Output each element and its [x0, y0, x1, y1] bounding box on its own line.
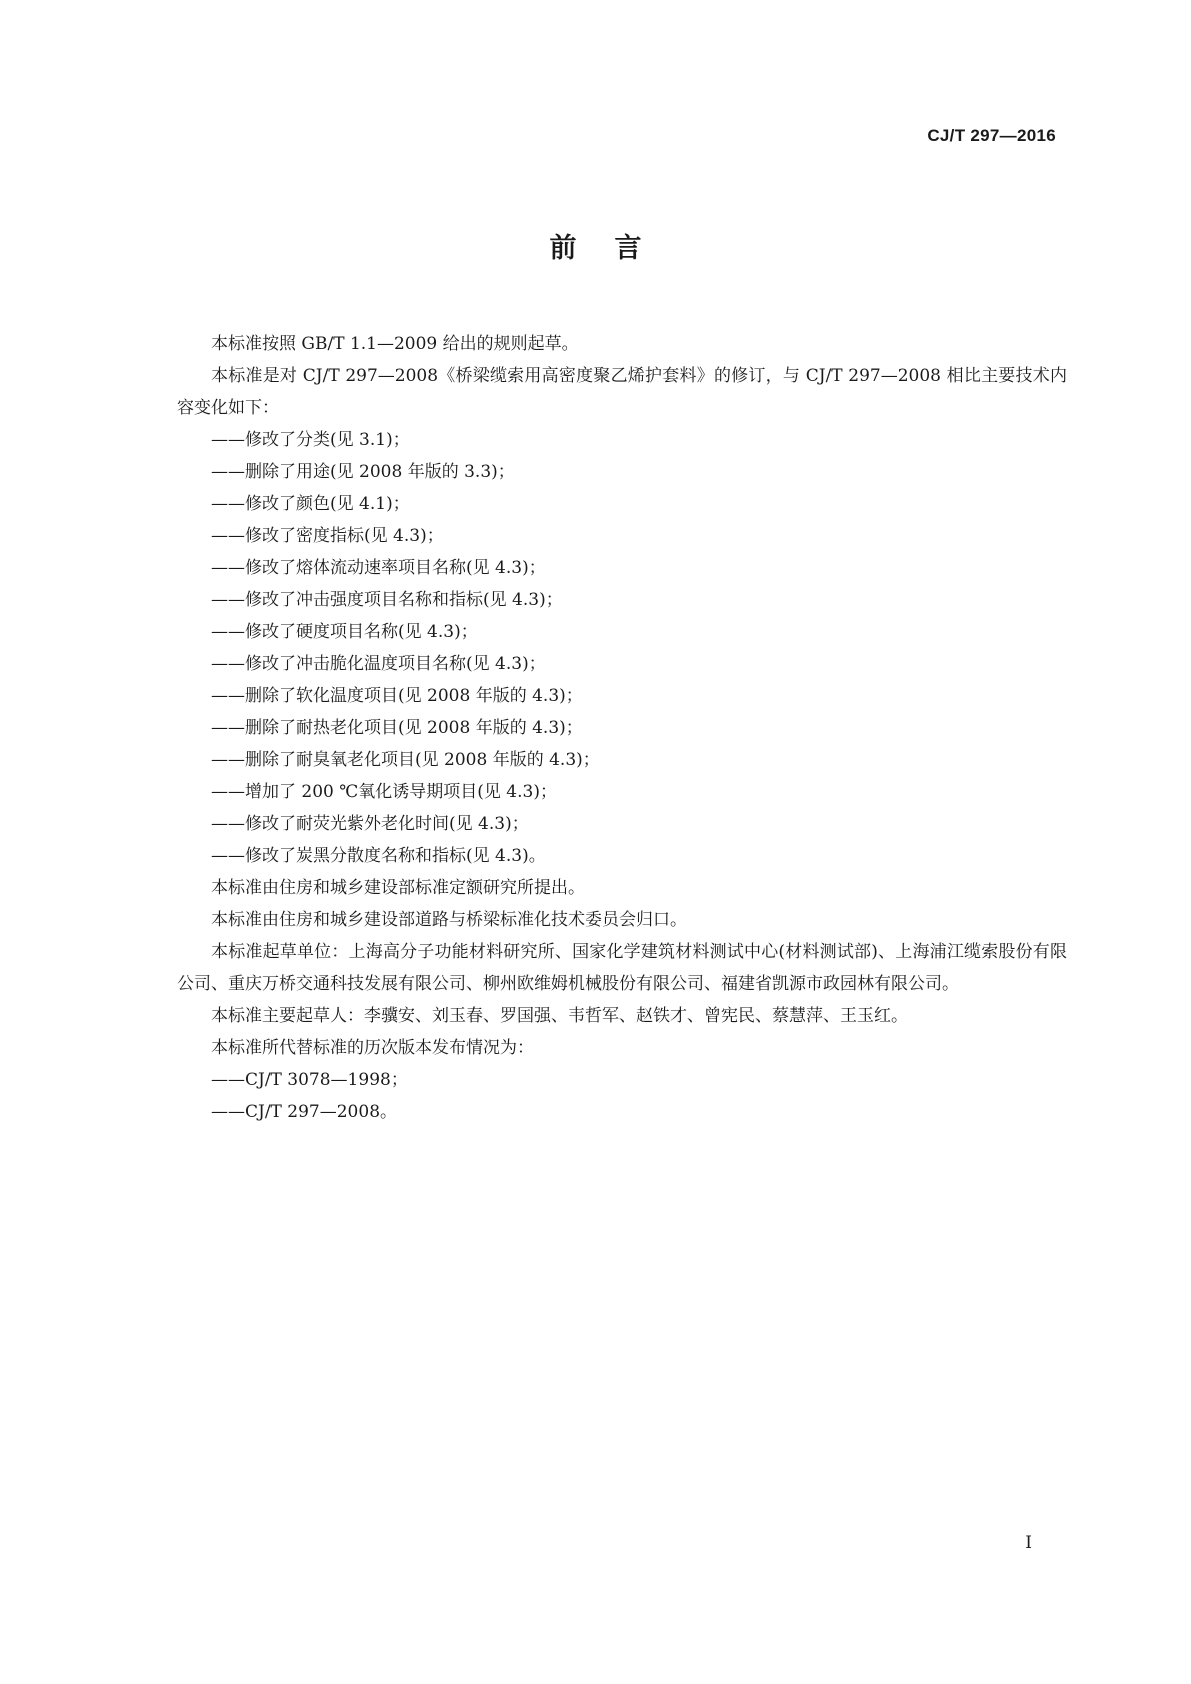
list-item: ——删除了用途(见 2008 年版的 3.3)； — [211, 462, 515, 482]
changes-list — [177, 424, 1067, 872]
page-title: 前言 — [549, 233, 680, 264]
paragraph-drafters: 本标准主要起草人：李骥安、刘玉春、罗国强、韦哲军、赵铁才、曾宪民、蔡慧萍、王玉红。 — [211, 1006, 908, 1026]
list-item: ——删除了软化温度项目(见 2008 年版的 4.3)； — [211, 686, 583, 706]
list-item: ——修改了分类(见 3.1)； — [211, 430, 410, 450]
paragraph-committee: 本标准由住房和城乡建设部道路与桥梁标准化技术委员会归口。 — [211, 910, 687, 930]
list-item: ——删除了耐热老化项目(见 2008 年版的 4.3)； — [211, 718, 583, 738]
paragraph-revision-intro: 本标准是对 CJ/T 297—2008《桥梁缆索用高密度聚乙烯护套料》的修订，与 CJ/T 297—2008 相比主要技术内容变化如下： — [177, 366, 1067, 418]
page-number: I — [1025, 1533, 1032, 1553]
paragraph-drafting-units: 本标准起草单位：上海高分子功能材料研究所、国家化学建筑材料测试中心(材料测试部)、上海浦江缆索股份有限公司、重庆万桥交通科技发展有限公司、柳州欧维姆机械股份有限公司、福建省凯源市政园林有限公司。 — [177, 942, 1067, 994]
list-item: ——修改了冲击脆化温度项目名称(见 4.3)； — [211, 654, 546, 674]
list-item: ——增加了 200 ℃氧化诱导期项目(见 4.3)； — [211, 782, 557, 802]
list-item: ——修改了炭黑分散度名称和指标(见 4.3)。 — [211, 846, 546, 866]
list-item: ——修改了熔体流动速率项目名称(见 4.3)； — [211, 558, 546, 578]
paragraph-version-history: 本标准所代替标准的历次版本发布情况为： — [211, 1038, 534, 1058]
previous-versions-list — [177, 1064, 1067, 1128]
list-item: ——CJ/T 297—2008。 — [211, 1102, 398, 1122]
list-item: ——修改了颜色(见 4.1)； — [211, 494, 410, 514]
list-item: ——修改了耐荧光紫外老化时间(见 4.3)； — [211, 814, 529, 834]
list-item: ——删除了耐臭氧老化项目(见 2008 年版的 4.3)； — [211, 750, 600, 770]
paragraph-drafting-rules: 本标准按照 GB/T 1.1—2009 给出的规则起草。 — [211, 334, 579, 354]
list-item: ——CJ/T 3078—1998； — [211, 1070, 408, 1090]
list-item: ——修改了冲击强度项目名称和指标(见 4.3)； — [211, 590, 563, 610]
paragraph-proposer: 本标准由住房和城乡建设部标准定额研究所提出。 — [211, 878, 585, 898]
standard-code: CJ/T 297—2016 — [927, 126, 1056, 145]
document-body — [177, 328, 1067, 1128]
list-item: ——修改了硬度项目名称(见 4.3)； — [211, 622, 478, 642]
list-item: ——修改了密度指标(见 4.3)； — [211, 526, 444, 546]
